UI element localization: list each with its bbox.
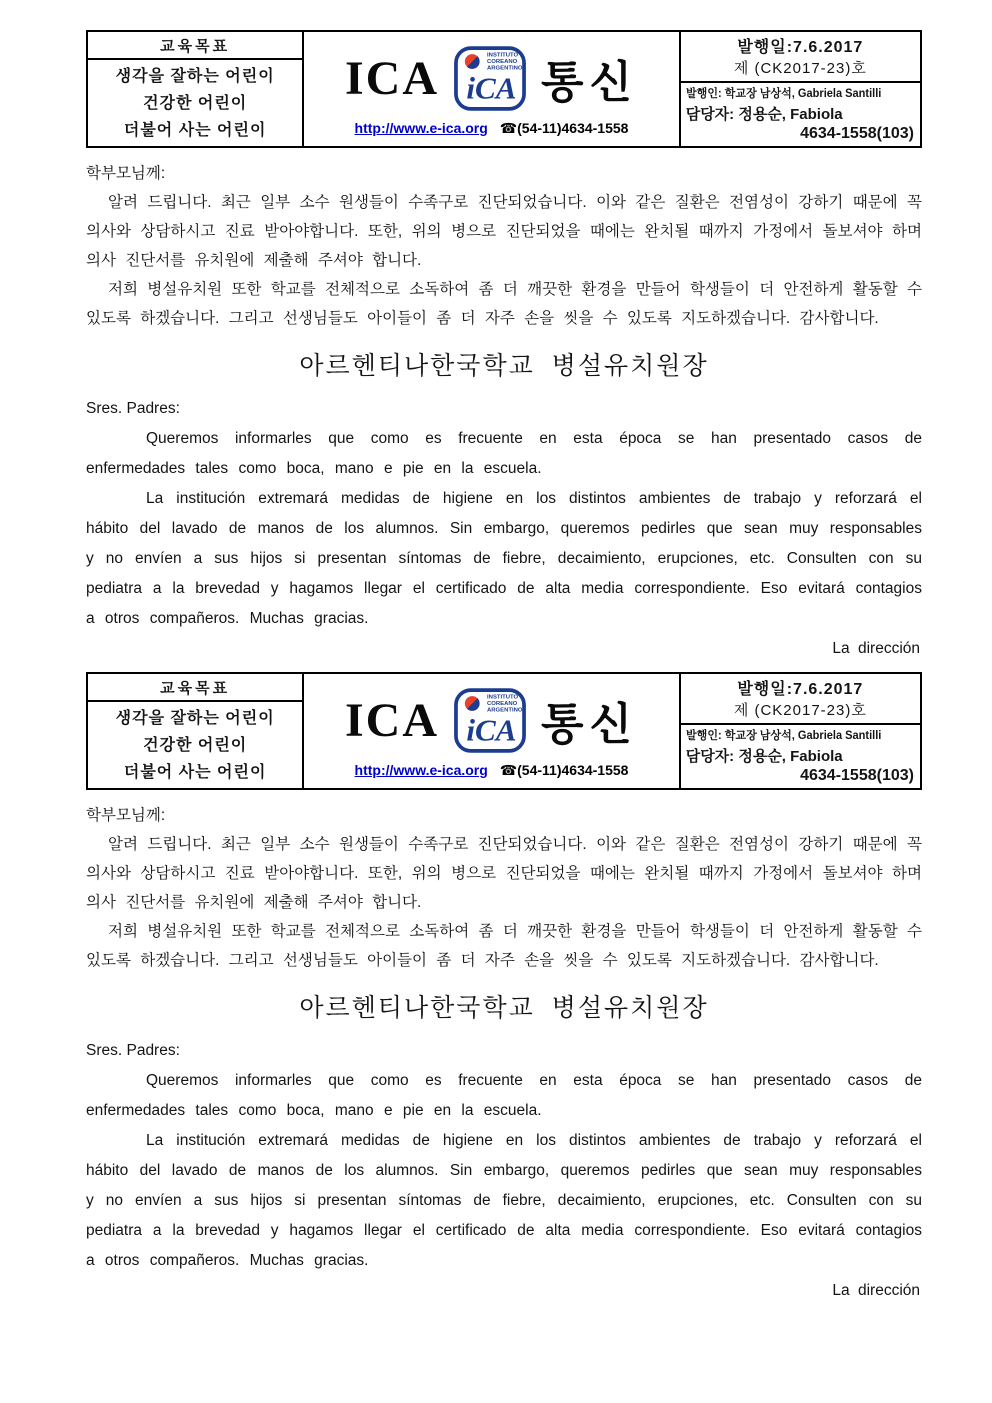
- signoff-la-direccion: La dirección: [832, 640, 920, 657]
- masthead-table: [86, 30, 922, 148]
- logo-word-1: INSTITUTO: [487, 693, 519, 700]
- school-signature-heading: 아르헨티나한국학교 병설유치원장: [299, 994, 709, 1022]
- publisher-line: 발행인: 학교장 남상석, Gabriela Santilli: [685, 88, 882, 101]
- education-goal-line-2: 건강한 어린이: [143, 94, 248, 112]
- brand-ica-text: ICA: [344, 51, 439, 105]
- masthead-center-cell: [304, 674, 678, 788]
- korean-notice-block: [86, 801, 922, 975]
- issue-bottom: [681, 83, 920, 146]
- spanish-paragraph-1: Queremos informarles que como es frecuente en esta época se han presentado casos de enfermedades tales como boca, mano e pie en la escuela.: [86, 430, 922, 477]
- website-link[interactable]: http://www.e-ica.org: [354, 762, 488, 778]
- masthead-center-cell: [304, 32, 678, 146]
- korean-salutation: 학부모님께:: [86, 807, 166, 824]
- ica-shield-logo-icon: [453, 687, 527, 754]
- masthead-title: 통신: [541, 58, 639, 107]
- education-goal-lines: [88, 60, 302, 146]
- contact-row: [355, 120, 629, 142]
- education-goal-lines: [88, 702, 302, 788]
- education-goal-line-1: 생각을 잘하는 어린이: [115, 67, 275, 85]
- spanish-paragraph-2: La institución extremará medidas de higiene en los distintos ambientes de trabajo y reforzará el hábito del lavado de manos de los alumnos. Sin embargo, queremos pedirles que sean muy responsables y no envíen a sus hijos si presentan síntomas de fiebre, decaimiento, erupciones, etc. Consulten con su pediatra a la brevedad y hagamos llegar el certificado de alta media correspondiente. Eso evitará contagios a otros compañeros. Muchas gracias.: [86, 1132, 922, 1269]
- education-goal-line-3: 더불어 사는 어린이: [123, 763, 267, 781]
- logo-word-1: INSTITUTO: [487, 51, 519, 58]
- logo-word-3: ARGENTINO: [487, 707, 523, 714]
- logo-letters: iCA: [466, 69, 517, 105]
- korean-paragraph-2: 저희 병설유치원 또한 학교를 전체적으로 소독하여 좀 더 깨끗한 환경을 만들어 학생들이 더 안전하게 활동할 수 있도록 하겠습니다. 그리고 선생님들도 아이들이 좀 더 자주 손을 씻을 수 있도록 지도하겠습니다. 감사합니다.: [86, 281, 922, 327]
- education-goal-line-3: 더불어 사는 어린이: [123, 121, 267, 139]
- spanish-paragraph-2: La institución extremará medidas de higiene en los distintos ambientes de trabajo y reforzará el hábito del lavado de manos de los alumnos. Sin embargo, queremos pedirles que sean muy responsables y no envíen a sus hijos si presentan síntomas de fiebre, decaimiento, erupciones, etc. Consulten con su pediatra a la brevedad y hagamos llegar el certificado de alta media correspondiente. Eso evitará contagios a otros compañeros. Muchas gracias.: [86, 490, 922, 627]
- education-goal-line-2: 건강한 어린이: [143, 736, 248, 754]
- brand-row: [345, 36, 638, 120]
- logo-word-3: ARGENTINO: [487, 65, 523, 72]
- issue-top: [681, 674, 920, 725]
- newsletter-section: [86, 30, 922, 662]
- newsletter-section: [86, 672, 922, 1304]
- spanish-salutation: Sres. Padres:: [86, 1042, 180, 1059]
- issue-top: [681, 32, 920, 83]
- logo-word-2: COREANO: [487, 58, 518, 65]
- spanish-notice-block: [86, 394, 922, 634]
- ica-shield-logo-icon: [453, 45, 527, 112]
- korean-salutation: 학부모님께:: [86, 165, 166, 182]
- korean-paragraph-2: 저희 병설유치원 또한 학교를 전체적으로 소독하여 좀 더 깨끗한 환경을 만들어 학생들이 더 안전하게 활동할 수 있도록 하겠습니다. 그리고 선생님들도 아이들이 좀 더 자주 손을 씻을 수 있도록 지도하겠습니다. 감사합니다.: [86, 923, 922, 969]
- spanish-notice-block: [86, 1036, 922, 1276]
- publisher-line: 발행인: 학교장 남상석, Gabriela Santilli: [685, 730, 882, 743]
- issue-date: 발행일:7.6.2017: [737, 681, 864, 698]
- brand-row: [345, 678, 638, 762]
- contact-extension: 4634-1558(103): [800, 124, 914, 142]
- signoff-la-direccion: La dirección: [832, 1282, 920, 1299]
- spanish-salutation: Sres. Padres:: [86, 400, 180, 417]
- logo-word-2: COREANO: [487, 700, 518, 707]
- contact-extension: 4634-1558(103): [800, 766, 914, 784]
- svg-text:INSTITUTO COREAN: [487, 694, 523, 713]
- issue-info-cell: [679, 32, 920, 146]
- education-goal-title: 교육목표: [88, 32, 302, 60]
- education-goal-cell: [88, 32, 304, 146]
- issue-number: 제 (CK2017-23)호: [733, 702, 867, 719]
- korean-paragraph-1: 알려 드립니다. 최근 일부 소수 원생들이 수족구로 진단되었습니다. 이와 같은 질환은 전염성이 강하기 때문에 꼭 의사와 상담하시고 진료 받아야합니다. 또한, 위의 병으로 진단되었을 때에는 완치될 때까지 가정에서 돌보셔야 하며 의사 진단서를 유치원에 제출해 주셔야 합니다.: [86, 194, 922, 269]
- korean-notice-block: [86, 159, 922, 333]
- phone-number: ☎(54-11)4634-1558: [499, 120, 629, 136]
- korean-paragraph-1: 알려 드립니다. 최근 일부 소수 원생들이 수족구로 진단되었습니다. 이와 같은 질환은 전염성이 강하기 때문에 꼭 의사와 상담하시고 진료 받아야합니다. 또한, 위의 병으로 진단되었을 때에는 완치될 때까지 가정에서 돌보셔야 하며 의사 진단서를 유치원에 제출해 주셔야 합니다.: [86, 836, 922, 911]
- masthead-table: [86, 672, 922, 790]
- issue-number: 제 (CK2017-23)호: [733, 60, 867, 77]
- issue-info-cell: [679, 674, 920, 788]
- spanish-paragraph-1: Queremos informarles que como es frecuente en esta época se han presentado casos de enfermedades tales como boca, mano e pie en la escuela.: [86, 1072, 922, 1119]
- contact-person-line: 담당자: 정용순, Fabiola: [685, 747, 843, 765]
- contact-row: [355, 762, 629, 784]
- website-link[interactable]: http://www.e-ica.org: [354, 120, 488, 136]
- education-goal-cell: [88, 674, 304, 788]
- masthead-title: 통신: [541, 700, 639, 749]
- phone-number: ☎(54-11)4634-1558: [499, 762, 629, 778]
- svg-text:INSTITUTO COREAN: [487, 52, 523, 71]
- logo-letters: iCA: [466, 711, 517, 747]
- contact-person-line: 담당자: 정용순, Fabiola: [685, 105, 843, 123]
- brand-ica-text: ICA: [344, 693, 439, 747]
- school-signature-heading: 아르헨티나한국학교 병설유치원장: [299, 352, 709, 380]
- issue-bottom: [681, 725, 920, 788]
- issue-date: 발행일:7.6.2017: [737, 39, 864, 56]
- education-goal-line-1: 생각을 잘하는 어린이: [115, 709, 275, 727]
- education-goal-title: 교육목표: [88, 674, 302, 702]
- sections-host: [86, 30, 922, 1304]
